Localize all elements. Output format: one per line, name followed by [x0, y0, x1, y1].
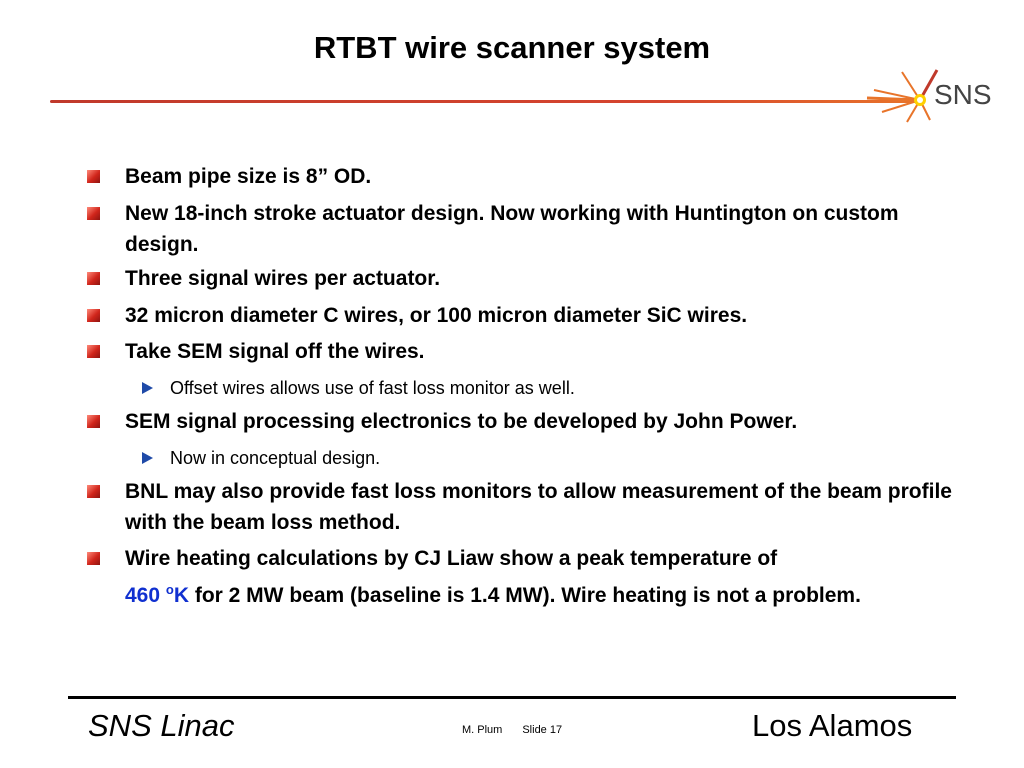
footer-slide-number: Slide 17 — [522, 724, 563, 736]
starburst-icon — [867, 70, 937, 122]
triangle-bullet-icon — [142, 452, 153, 464]
bullet-item: Three signal wires per actuator. — [125, 267, 441, 290]
bullet-text-before: Wire heating calculations by CJ Liaw show a peak temperature of — [125, 547, 778, 570]
square-bullet-icon — [87, 309, 100, 322]
bullet-item: 32 micron diameter C wires, or 100 micron diameter SiC wires. — [125, 304, 748, 327]
square-bullet-icon — [87, 345, 100, 358]
square-bullet-icon — [87, 552, 100, 565]
title-divider — [50, 100, 920, 103]
footer-right-label: Los Alamos — [752, 708, 913, 743]
square-bullet-icon — [87, 485, 100, 498]
square-bullet-icon — [87, 272, 100, 285]
triangle-bullet-icon — [142, 382, 153, 394]
square-bullet-icon — [87, 170, 100, 183]
square-bullet-icon — [87, 415, 100, 428]
bullet-text-after: for 2 MW beam (baseline is 1.4 MW). Wire heating is not a problem. — [189, 584, 861, 607]
bullet-item: Take SEM signal off the wires. — [125, 340, 425, 363]
sub-bullet-item: Offset wires allows use of fast loss monitor as well. — [170, 378, 575, 398]
square-bullet-icon — [87, 207, 100, 220]
footer-left-label: SNS Linac — [88, 708, 235, 743]
footer-center — [462, 723, 562, 737]
footer-author: M. Plum — [462, 724, 503, 736]
sub-bullet-item: Now in conceptual design. — [170, 448, 381, 468]
bullet-item: SEM signal processing electronics to be developed by John Power. — [125, 410, 798, 433]
degree-mark: o — [165, 582, 174, 597]
bullet-item: New 18-inch stroke actuator design. Now working with Huntington on custom design. — [125, 202, 899, 256]
temperature-value — [125, 584, 189, 607]
bullet-item — [125, 543, 965, 611]
sns-logo — [862, 60, 992, 130]
slide-title: RTBT wire scanner system — [313, 30, 711, 65]
temperature-unit: K — [173, 584, 189, 607]
temperature-number: 460 — [125, 584, 166, 607]
footer-divider — [68, 696, 956, 699]
logo-text: SNS — [934, 79, 992, 110]
bullet-item: Beam pipe size is 8” OD. — [125, 165, 372, 188]
bullet-item: BNL may also provide fast loss monitors to allow measurement of the beam profile with the beam loss method. — [125, 480, 952, 534]
